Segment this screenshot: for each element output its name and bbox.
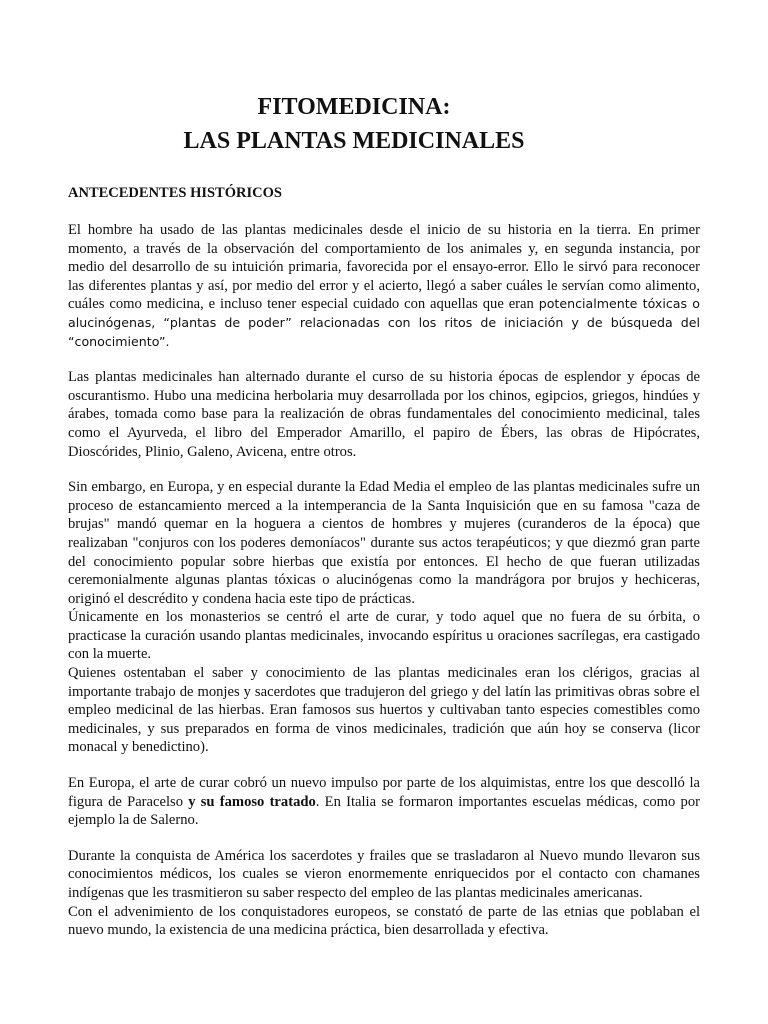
paragraph-1 <box>68 221 700 351</box>
paragraph-4: Únicamente en los monasterios se centró el arte de curar, y todo aquel que no fuera de su órbita, o practicase la curación usando plantas medicinales, invocando espíritus u oraciones sacrílegas, era castigado con la muerte. <box>68 609 700 663</box>
paragraph-3: Sin embargo, en Europa, y en especial durante la Edad Media el empleo de las plantas medicinales sufre un proceso de estancamiento merced a la intemperancia de la Santa Inquisición que en su famosa "caza de brujas" mandó quemar en la hoguera a cientos de hombres y mujeres (curanderos de la época) que realizaban "conjuros con los poderes demoníacos" durante sus actos terapéuticos; y que diezmó gran parte del conocimiento popular sobre hierbas que existía por entonces. El hecho de que fueran utilizadas ceremonialmente algunas plantas tóxicas o alucinógenas como la mandrágora por brujos y hechiceras, originó el descrédito y condena hacia este tipo de prácticas. <box>68 479 700 607</box>
title-line-2: LAS PLANTAS MEDICINALES <box>183 128 525 154</box>
document-title <box>68 90 700 158</box>
paragraph-6-text-end: . En Italia se formaron importantes escuelas médicas, como por ejemplo la de Salerno. <box>68 793 700 829</box>
paragraph-2: Las plantas medicinales han alternado durante el curso de su historia épocas de esplendor y épocas de oscurantismo. Hubo una medicina herbolaria muy desarrollada por los chinos, egipcios, griegos, hindúes y árabes, tomada como base para la realización de obras fundamentales del conocimiento medicinal, tales como el Ayurveda, el libro del Emperador Amarillo, el papiro de Ébers, las obras de Hipócrates, Dioscórides, Plinio, Galeno, Avicena, entre otros. <box>68 369 700 460</box>
title-line-1: FITOMEDICINA: <box>257 94 451 120</box>
paragraph-7: Durante la conquista de América los sacerdotes y frailes que se trasladaron al Nuevo mundo llevaron sus conocimientos médicos, los cuales se vieron enormemente enriquecidos por el contacto con chamanes indígenas que les trasmitieron su saber respecto del empleo de las plantas medicinales americanas. <box>68 847 700 901</box>
section-heading: ANTECEDENTES HISTÓRICOS <box>68 185 282 201</box>
paragraph-1-text: El hombre ha usado de las plantas medicinales desde el inicio de su historia en la tierra. En primer momento, a través de la observación del comportamiento de los animales y, en segunda instancia, por medio del desarrollo de su intuición primaria, favorecida por el ensayo-error. Ello le sirvó para reconocer las diferentes plantas y así, por medio del error y el acierto, llegó a saber cuáles le servían como alimento, cuáles como medicina, e incluso tener especial cuidado con aquellas que eran <box>68 222 700 313</box>
paragraph-6 <box>68 774 700 830</box>
paragraph-6-text-start: En Europa, el arte de curar cobró un nuevo impulso por parte de los alquimistas, entre los que descolló la figura de Paracelso <box>68 775 700 810</box>
paragraph-8: Con el advenimiento de los conquistadores europeos, se constató de parte de las etnias que poblaban el nuevo mundo, la existencia de una medicina práctica, bien desarrollada y efectiva. <box>68 903 700 939</box>
paragraph-5: Quienes ostentaban el saber y conocimiento de las plantas medicinales eran los clérigos, gracias al importante trabajo de monjes y sacerdotes que tradujeron del griego y del latín las primitivas obras sobre el empleo medicinal de las hierbas. Eran famosos sus huertos y cultivaban tanto especies comestibles como medicinales, y sus preparados en forma de vinos medicinales, tradición que aún hoy se conserva (licor monacal y benedictino). <box>68 665 700 756</box>
paragraph-6-bold-text: y su famoso tratado <box>188 793 316 810</box>
paragraph-1-sans-text: potencialmente tóxicas o alucinógenas, “plantas de poder” relacionadas con los ritos de iniciación y de búsqueda del “conocimiento”. <box>68 296 700 349</box>
document-page <box>68 90 700 940</box>
